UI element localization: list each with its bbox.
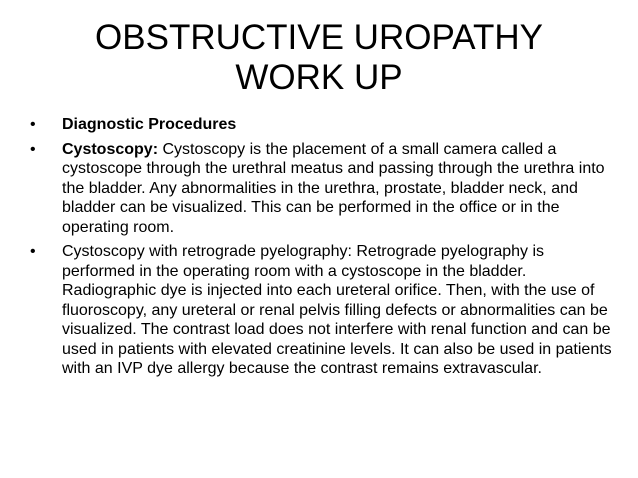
- bullet-dot-icon: •: [30, 243, 36, 260]
- title-line-2: WORK UP: [235, 58, 403, 97]
- bullet-dot-icon: •: [30, 140, 36, 158]
- bullet-cystoscopy: [30, 140, 615, 238]
- bullet-retrograde-pyelography: [30, 242, 615, 379]
- bullet-list: [30, 115, 615, 384]
- bullet-text: Cystoscopy is the placement of a small camera called a cystoscope through the urethral meatus and passing through the urethra into the bladder. Any abnormalities in the urethra, prostate, bladder neck, and bladder can be visualized. This can be performed in the office or in the operating room.: [62, 140, 605, 236]
- title-line-1: OBSTRUCTIVE UROPATHY: [95, 18, 543, 57]
- bullet-dot-icon: •: [30, 116, 36, 133]
- bullet-heading: Cystoscopy:: [62, 140, 159, 158]
- bullet-text: Cystoscopy with retrograde pyelography: Retrograde pyelography is performed in the operating room with a cystoscope in the bladder. Radiographic dye is injected into each ureteral orifice. Then, with the use of fluoroscopy, any ureteral or renal pelvis filling defects or abnormalities can be visualized. The contrast load does not interfere with renal function and can be used in patients with elevated creatinine levels. It can also be used in patients with an IVP dye allergy because the contrast remains extravascular.: [62, 243, 612, 377]
- bullet-heading: Diagnostic Procedures: [62, 116, 237, 133]
- bullet-diagnostic-procedures: [30, 115, 615, 135]
- slide-title: [60, 18, 578, 98]
